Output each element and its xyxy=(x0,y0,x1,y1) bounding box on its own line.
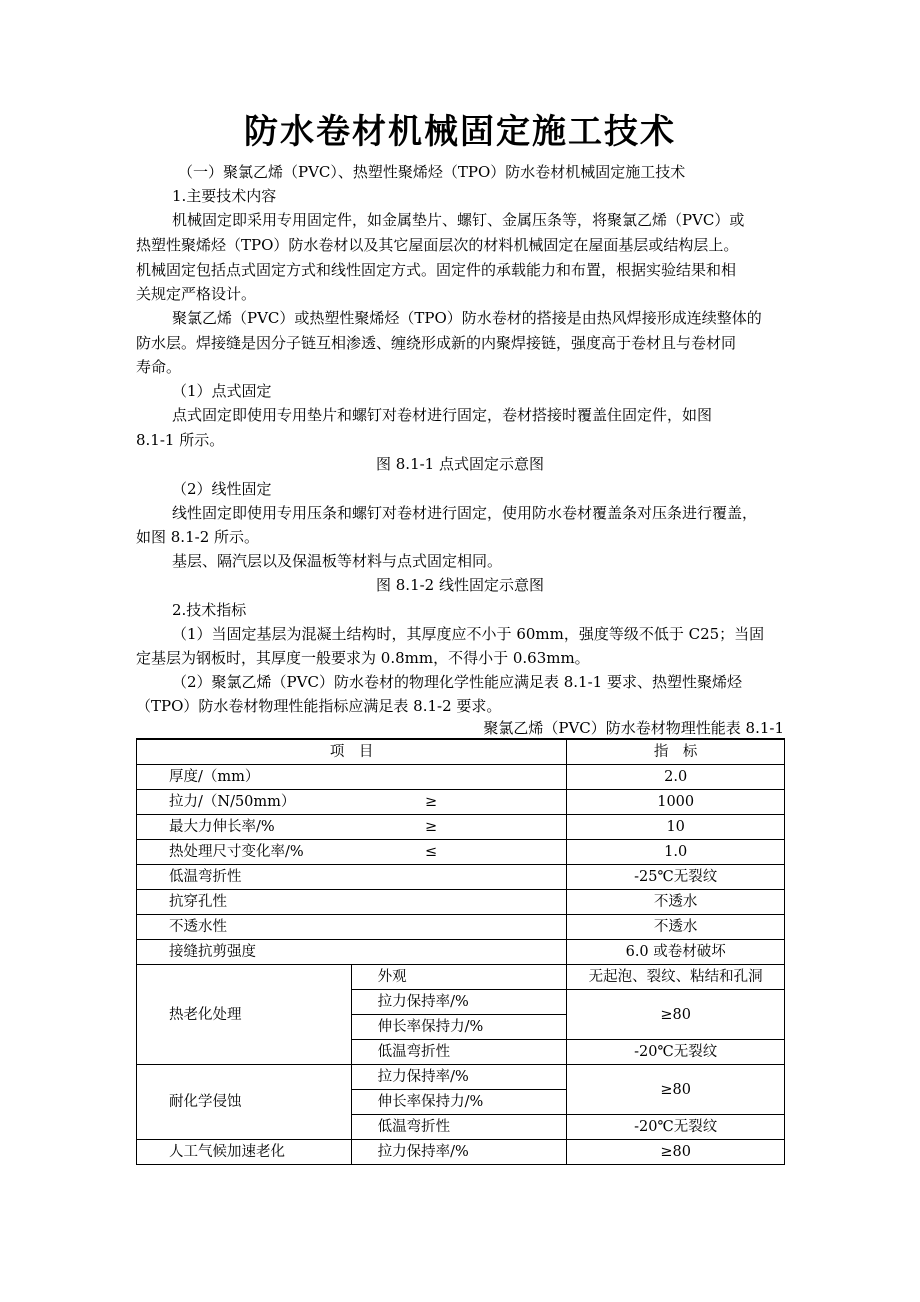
group-heat-aging: 热老化处理 xyxy=(137,965,352,1065)
sub-item: 拉力保持率/% xyxy=(351,1065,567,1090)
row-item: 热处理尺寸变化率/% ≤ xyxy=(137,840,567,865)
row-value: 1000 xyxy=(567,790,785,815)
paragraph-line: 定基层为钢板时，其厚度一般要求为 0.8mm，不得小于 0.63mm。 xyxy=(136,649,590,667)
paragraph-line: （1）当固定基层为混凝土结构时，其厚度应不小于 60mm，强度等级不低于 C25；当固 xyxy=(172,625,765,643)
point-fixing-heading: （1）点式固定 xyxy=(172,382,272,400)
row-value: 1.0 xyxy=(567,840,785,865)
row-value: 不透水 xyxy=(567,915,785,940)
paragraph-line: 线性固定即使用专用压条和螺钉对卷材进行固定，使用防水卷材覆盖条对压条进行覆盖， xyxy=(172,504,758,522)
sub-item: 低温弯折性 xyxy=(351,1115,567,1140)
table-row xyxy=(137,1065,785,1090)
paragraph-line: （2）聚氯乙烯（PVC）防水卷材的物理化学性能应满足表 8.1-1 要求、热塑性聚烯烃 xyxy=(172,673,742,691)
paragraph-line: 防水层。焊接缝是因分子链互相渗透、缠绕形成新的内聚焊接链，强度高于卷材且与卷材同 xyxy=(136,334,737,352)
row-value: 2.0 xyxy=(567,765,785,790)
table-row xyxy=(137,915,785,940)
row-value: 10 xyxy=(567,815,785,840)
row-value: -25℃无裂纹 xyxy=(567,865,785,890)
header-index: 指 标 xyxy=(567,739,785,765)
table-row xyxy=(137,865,785,890)
row-value: 无起泡、裂纹、粘结和孔洞 xyxy=(567,965,785,990)
row-item: 拉力/（N/50mm） ≥ xyxy=(137,790,567,815)
table-row xyxy=(137,965,785,990)
table-row xyxy=(137,765,785,790)
table-row xyxy=(137,1140,785,1165)
paragraph-line: 机械固定包括点式固定方式和线性固定方式。固定件的承载能力和布置，根据实验结果和相 xyxy=(136,261,737,279)
sub-item: 低温弯折性 xyxy=(351,1040,567,1065)
row-item: 接缝抗剪强度 xyxy=(137,940,567,965)
table-row xyxy=(137,940,785,965)
table-row xyxy=(137,815,785,840)
row-item: 抗穿孔性 xyxy=(137,890,567,915)
paragraph-line: 聚氯乙烯（PVC）或热塑性聚烯烃（TPO）防水卷材的搭接是由热风焊接形成连续整体的 xyxy=(172,309,762,327)
table-row xyxy=(137,890,785,915)
paragraph-line: 点式固定即使用专用垫片和螺钉对卷材进行固定，卷材搭接时覆盖住固定件，如图 xyxy=(172,406,713,424)
sub-item: 伸长率保持力/% xyxy=(351,1015,567,1040)
row-value: ≥80 xyxy=(567,1065,785,1115)
row-value: -20℃无裂纹 xyxy=(567,1115,785,1140)
table-header-row xyxy=(137,739,785,765)
figure-caption-2: 图 8.1-2 线性固定示意图 xyxy=(375,576,544,594)
paragraph-line: 热塑性聚烯烃（TPO）防水卷材以及其它屋面层次的材料机械固定在屋面基层或结构层上。 xyxy=(136,236,739,254)
row-value: -20℃无裂纹 xyxy=(567,1040,785,1065)
row-item: 最大力伸长率/% ≥ xyxy=(137,815,567,840)
paragraph-line: 机械固定即采用专用固定件，如金属垫片、螺钉、金属压条等，将聚氯乙烯（PVC）或 xyxy=(172,211,745,229)
paragraph-line: 如图 8.1-2 所示。 xyxy=(136,528,260,546)
sub-item: 拉力保持率/% xyxy=(351,990,567,1015)
row-item: 不透水性 xyxy=(137,915,567,940)
paragraph-line: （TPO）防水卷材物理性能指标应满足表 8.1-2 要求。 xyxy=(136,697,502,715)
table-title: 聚氯乙烯（PVC）防水卷材物理性能表 8.1-1 xyxy=(483,719,784,737)
pvc-properties-table xyxy=(136,738,785,1165)
paragraph-line: 关规定严格设计。 xyxy=(136,285,257,303)
group-weathering: 人工气候加速老化 xyxy=(137,1140,352,1165)
row-value: 不透水 xyxy=(567,890,785,915)
figure-caption-1: 图 8.1-1 点式固定示意图 xyxy=(375,455,544,473)
paragraph-line: 8.1-1 所示。 xyxy=(136,431,225,449)
linear-fixing-heading: （2）线性固定 xyxy=(172,480,272,498)
page-title: 防水卷材机械固定施工技术 xyxy=(244,112,676,152)
group-chemical-resistance: 耐化学侵蚀 xyxy=(137,1065,352,1140)
subheading-tech-indicators: 2.技术指标 xyxy=(172,601,247,619)
row-value: 6.0 或卷材破坏 xyxy=(567,940,785,965)
sub-item: 伸长率保持力/% xyxy=(351,1090,567,1115)
section-heading: （一）聚氯乙烯（PVC）、热塑性聚烯烃（TPO）防水卷材机械固定施工技术 xyxy=(178,163,686,181)
table-row xyxy=(137,840,785,865)
table-row xyxy=(137,790,785,815)
row-value: ≥80 xyxy=(567,1140,785,1165)
row-item: 低温弯折性 xyxy=(137,865,567,890)
paragraph-line: 基层、隔汽层以及保温板等材料与点式固定相同。 xyxy=(172,552,503,570)
sub-item: 拉力保持率/% xyxy=(351,1140,567,1165)
row-item: 厚度/（mm） xyxy=(137,765,567,790)
subheading-main-content: 1.主要技术内容 xyxy=(172,187,277,205)
row-value: ≥80 xyxy=(567,990,785,1040)
header-item: 项 目 xyxy=(137,739,567,765)
paragraph-line: 寿命。 xyxy=(136,358,182,376)
sub-item: 外观 xyxy=(351,965,567,990)
